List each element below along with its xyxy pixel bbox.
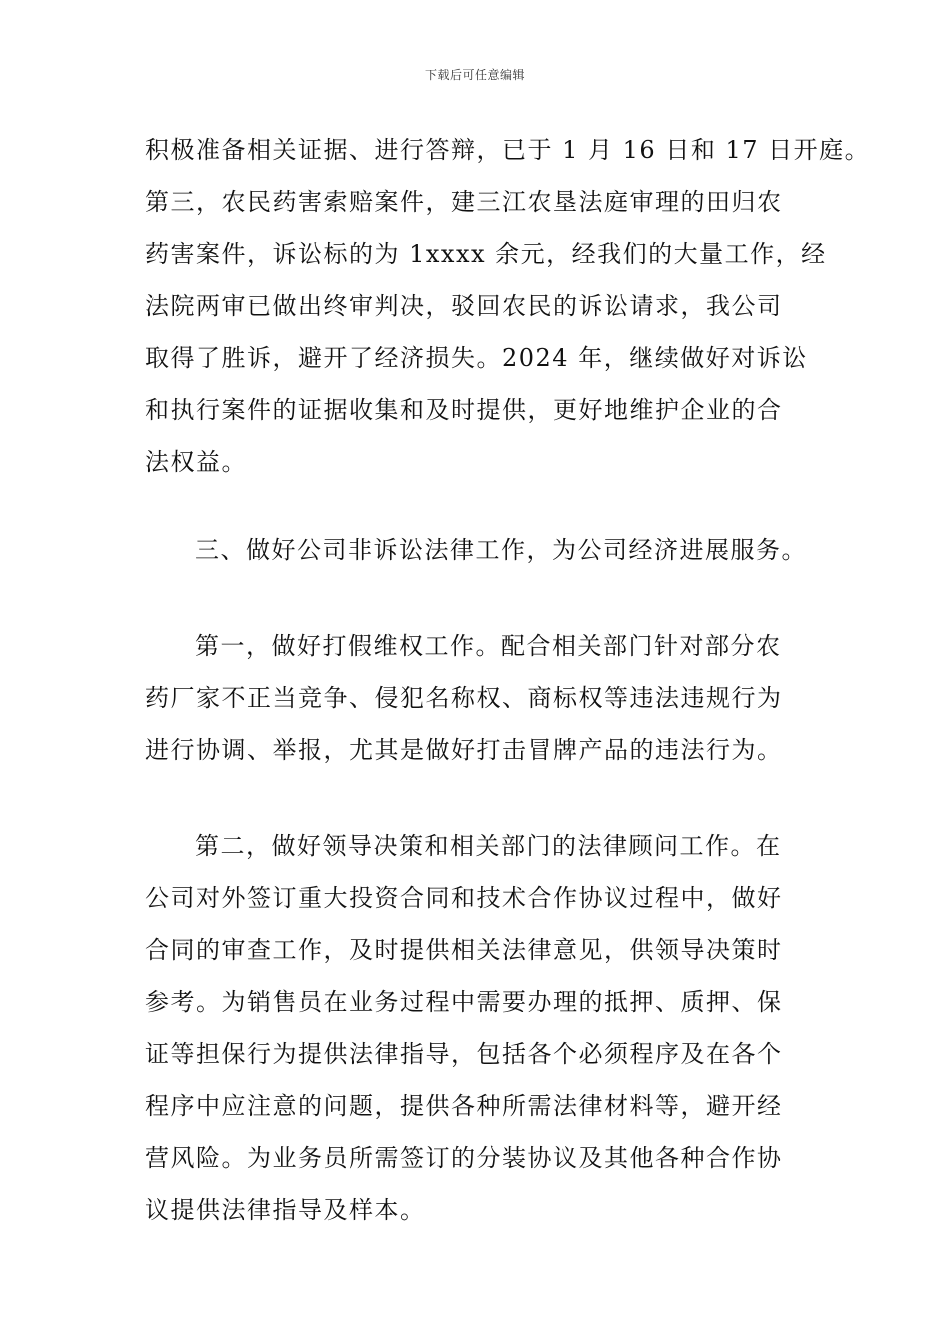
paragraph-line: 法院两审已做出终审判决，驳回农民的诉讼请求，我公司 bbox=[145, 292, 783, 320]
paragraph-line: 第二，做好领导决策和相关部门的法律顾问工作。在 bbox=[195, 832, 782, 860]
paragraph-litigation bbox=[145, 124, 871, 488]
paragraph-line: 积极准备相关证据、进行答辩，已于 1 月 16 日和 17 日开庭。 bbox=[145, 136, 871, 164]
paragraph-anti-counterfeit bbox=[145, 620, 815, 776]
page-header: 下载后可任意编辑 bbox=[424, 68, 525, 82]
paragraph-line: 公司对外签订重大投资合同和技术合作协议过程中，做好 bbox=[145, 884, 783, 912]
paragraph-line: 合同的审查工作，及时提供相关法律意见，供领导决策时 bbox=[145, 936, 783, 964]
paragraph-line: 证等担保行为提供法律指导，包括各个必须程序及在各个 bbox=[145, 1040, 783, 1068]
paragraph-line: 取得了胜诉，避开了经济损失。2024 年，继续做好对诉讼 bbox=[145, 344, 808, 372]
section-heading-line: 三、做好公司非诉讼法律工作，为公司经济进展服务。 bbox=[195, 536, 807, 564]
paragraph-line: 第三，农民药害索赔案件，建三江农垦法庭审理的田归农 bbox=[145, 188, 783, 216]
paragraph-line: 药厂家不正当竞争、侵犯名称权、商标权等违法违规行为 bbox=[145, 684, 783, 712]
paragraph-line: 第一，做好打假维权工作。配合相关部门针对部分农 bbox=[195, 632, 782, 660]
paragraph-line: 药害案件，诉讼标的为 1xxxx 余元，经我们的大量工作，经 bbox=[145, 240, 827, 268]
paragraph-line: 程序中应注意的问题，提供各种所需法律材料等，避开经 bbox=[145, 1092, 783, 1120]
paragraph-line: 参考。为销售员在业务过程中需要办理的抵押、质押、保 bbox=[145, 988, 783, 1016]
paragraph-line: 和执行案件的证据收集和及时提供，更好地维护企业的合 bbox=[145, 396, 783, 424]
paragraph-line: 进行协调、举报，尤其是做好打击冒牌产品的违法行为。 bbox=[145, 736, 783, 764]
paragraph-line: 议提供法律指导及样本。 bbox=[145, 1196, 426, 1224]
section-heading bbox=[195, 524, 835, 576]
paragraph-legal-advisor bbox=[145, 820, 815, 1236]
paragraph-line: 法权益。 bbox=[145, 448, 247, 476]
paragraph-line: 营风险。为业务员所需签订的分装协议及其他各种合作协 bbox=[145, 1144, 783, 1172]
